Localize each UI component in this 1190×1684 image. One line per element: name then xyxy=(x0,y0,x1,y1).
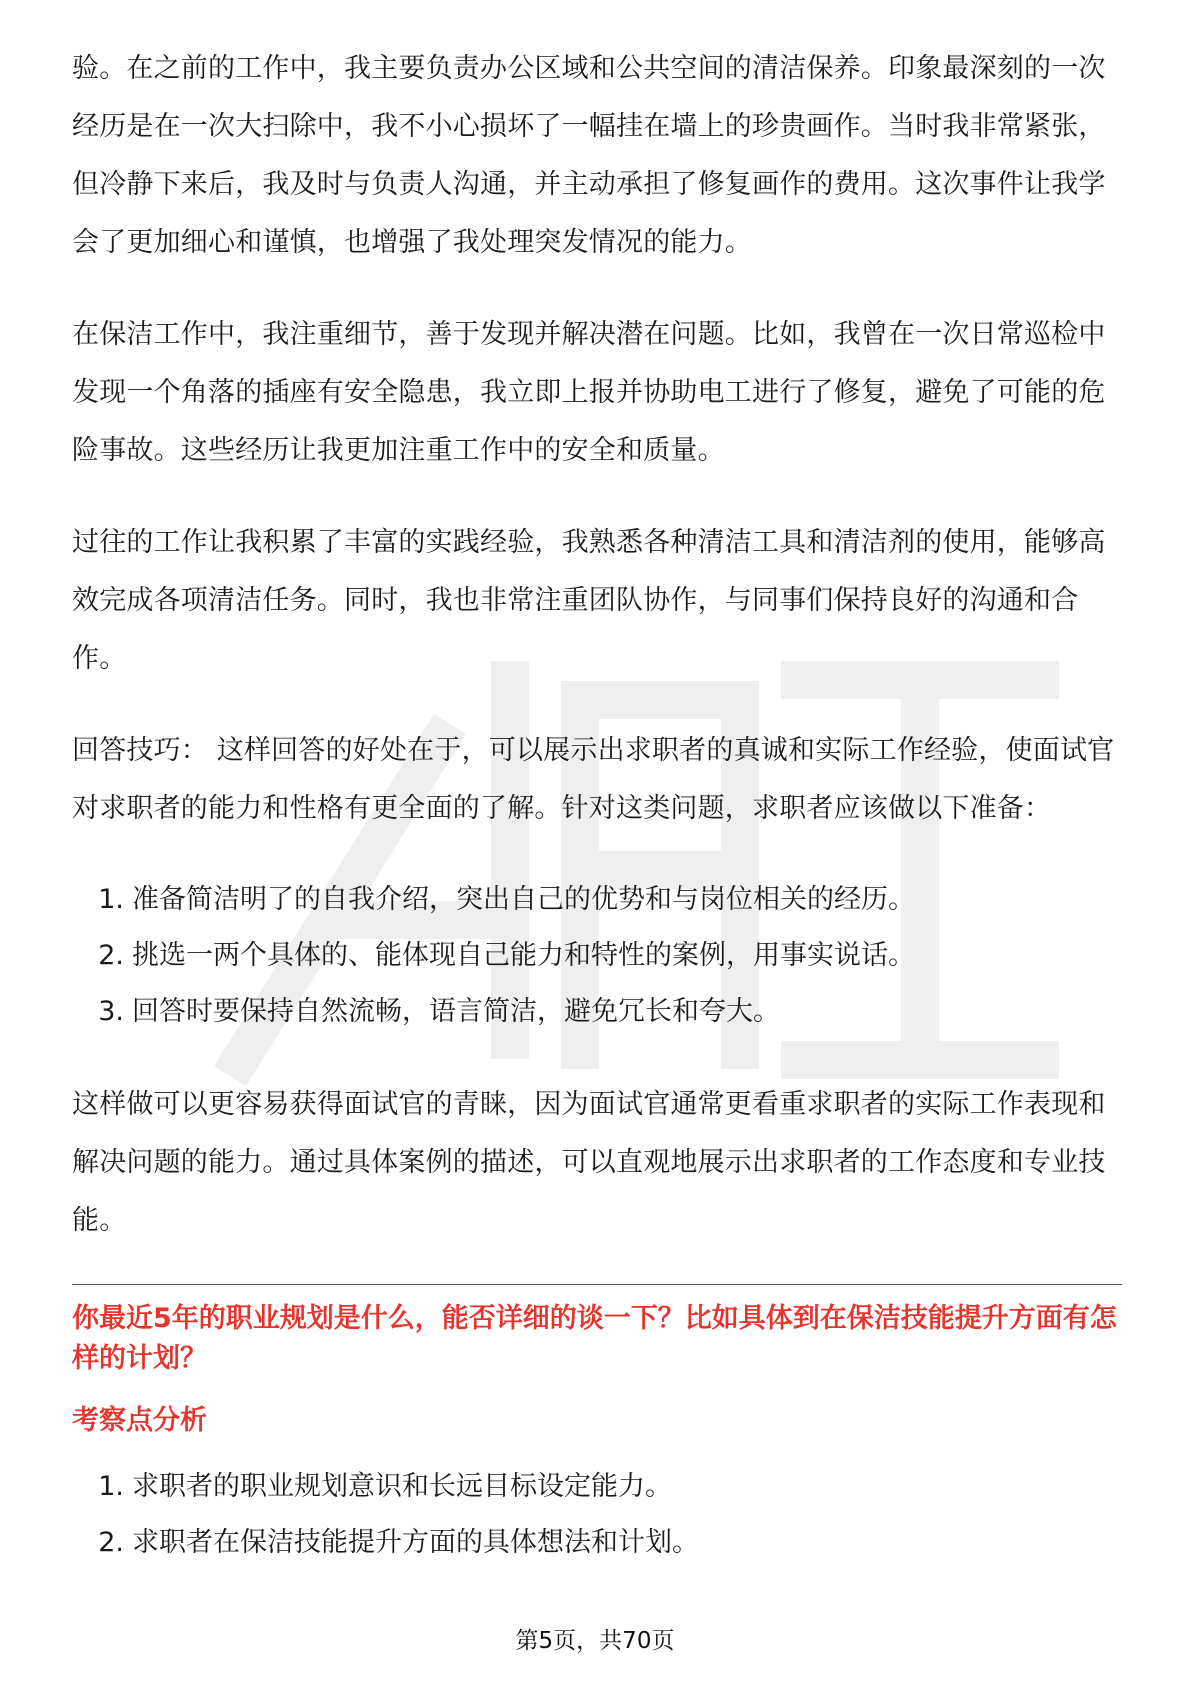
list-item xyxy=(72,872,1122,928)
list-item xyxy=(72,1459,1122,1515)
analysis-list xyxy=(72,1459,1122,1571)
paragraph-closing: 这样做可以更容易获得面试官的青睐，因为面试官通常更看重求职者的实际工作表现和解决问题的能力。通过具体案例的描述，可以直观地展示出求职者的工作态度和专业技能。 xyxy=(72,1089,1106,1236)
list-text: 挑选一两个具体的、能体现自己能力和特性的案例，用事实说话。 xyxy=(132,940,915,971)
list-number: 1. xyxy=(98,884,124,915)
document-page xyxy=(72,40,1122,1607)
list-text: 回答时要保持自然流畅，语言简洁，避免冗长和夸大。 xyxy=(132,996,780,1027)
page-footer: 第5页，共70页 xyxy=(515,1628,675,1654)
list-text: 求职者在保洁技能提升方面的具体想法和计划。 xyxy=(132,1527,699,1558)
paragraph-summary: 过往的工作让我积累了丰富的实践经验，我熟悉各种清洁工具和清洁剂的使用，能够高效完成各项清洁任务。同时，我也非常注重团队协作，与同事们保持良好的沟通和合作。 xyxy=(72,527,1106,674)
list-text: 求职者的职业规划意识和长远目标设定能力。 xyxy=(132,1471,672,1502)
interview-question: 你最近5年的职业规划是什么，能否详细的谈一下？比如具体到在保洁技能提升方面有怎样的计划？ xyxy=(72,1303,1117,1374)
section-divider xyxy=(72,1284,1122,1285)
tips-list xyxy=(72,872,1122,1040)
analysis-heading: 考察点分析 xyxy=(72,1405,207,1436)
paragraph-answer-tips: 回答技巧： 这样回答的好处在于，可以展示出求职者的真诚和实际工作经验，使面试官对求职者的能力和性格有更全面的了解。针对这类问题，求职者应该做以下准备： xyxy=(72,735,1115,824)
list-text: 准备简洁明了的自我介绍，突出自己的优势和与岗位相关的经历。 xyxy=(132,884,915,915)
list-number: 1. xyxy=(98,1471,124,1502)
list-item xyxy=(72,1515,1122,1571)
paragraph-experience: 验。在之前的工作中，我主要负责办公区域和公共空间的清洁保养。印象最深刻的一次经历是在一次大扫除中，我不小心损坏了一幅挂在墙上的珍贵画作。当时我非常紧张，但冷静下来后，我及时与负责人沟通，并主动承担了修复画作的费用。这次事件让我学会了更加细心和谨慎，也增强了我处理突发情况的能力。 xyxy=(72,53,1106,258)
list-number: 2. xyxy=(98,940,124,971)
list-item xyxy=(72,928,1122,984)
paragraph-detail: 在保洁工作中，我注重细节，善于发现并解决潜在问题。比如，我曾在一次日常巡检中发现一个角落的插座有安全隐患，我立即上报并协助电工进行了修复，避免了可能的危险事故。这些经历让我更加注重工作中的安全和质量。 xyxy=(72,319,1106,466)
list-number: 3. xyxy=(98,996,124,1027)
list-item xyxy=(72,984,1122,1040)
list-number: 2. xyxy=(98,1527,124,1558)
